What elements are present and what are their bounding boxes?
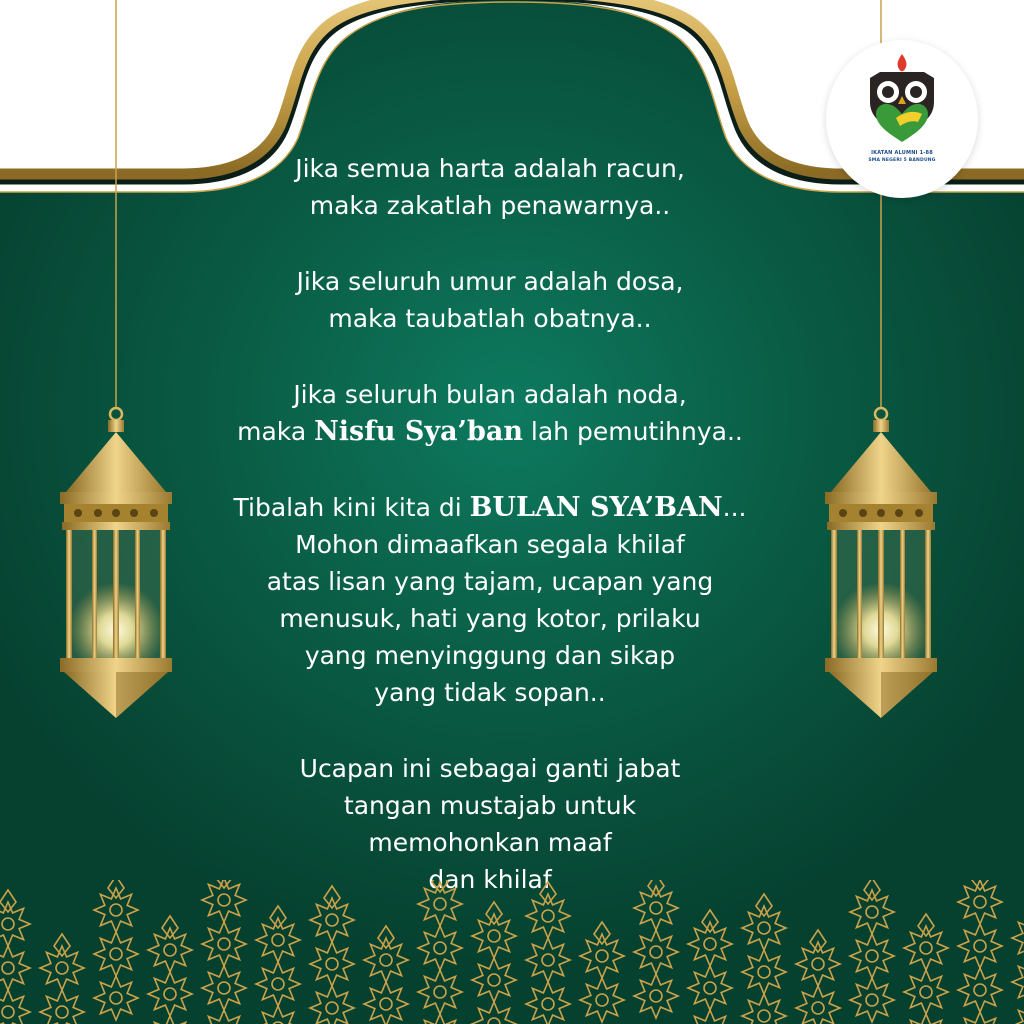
ornament-star <box>580 934 624 978</box>
ornament-star <box>1012 1004 1024 1024</box>
ornament-star <box>688 966 732 1010</box>
ornament-ring <box>866 950 878 962</box>
ornament-star <box>796 986 840 1024</box>
ornament-star <box>850 934 894 978</box>
ornament-ring <box>56 962 68 974</box>
ornament-star <box>526 938 570 982</box>
ornament-star <box>418 882 462 926</box>
poem-line: Jika seluruh bulan adalah noda, <box>293 380 687 409</box>
ornament-ring <box>218 894 230 906</box>
poem-line: dan khilaf <box>428 865 552 894</box>
ornament-star <box>310 942 354 986</box>
ornament-ring <box>758 966 770 978</box>
ornament-star <box>94 932 138 976</box>
nisfu-syaban-emphasis: Nisfu Sya’ban <box>314 416 523 447</box>
ornament-star <box>310 986 354 1024</box>
poem-line: Ucapan ini sebagai ganti jabat <box>299 754 681 783</box>
poem-line: tangan mustajab untuk <box>343 791 637 820</box>
ornament-star <box>742 906 786 950</box>
geometric-ornament-icon <box>0 880 1024 1024</box>
ornament-ring <box>488 930 500 942</box>
ornament-star <box>202 1010 246 1024</box>
ornament-ring <box>650 946 662 958</box>
ornament-star <box>526 982 570 1024</box>
poem-line <box>162 489 818 526</box>
ornament-ring <box>218 938 230 950</box>
poem-line: maka taubatlah obatnya.. <box>328 304 652 333</box>
ornament-ring <box>2 962 14 974</box>
ornament-star <box>148 1016 192 1024</box>
ornament-ring <box>974 940 986 952</box>
poem-line: menusuk, hati yang kotor, prilaku <box>279 604 701 633</box>
ornament-star <box>904 926 948 970</box>
ornament-star <box>0 946 30 990</box>
ornament-ring <box>758 1010 770 1022</box>
ornament-star <box>958 924 1002 968</box>
ornament-star <box>850 978 894 1022</box>
ornament-star <box>850 890 894 934</box>
poem-line <box>162 413 818 450</box>
ornament-ring <box>56 1006 68 1018</box>
ornament-ring <box>326 1002 338 1014</box>
ornament-star <box>364 982 408 1024</box>
poem-line: Mohon dimaafkan segala khilaf <box>295 530 685 559</box>
ornament-ring <box>2 1006 14 1018</box>
ornament-ring <box>164 944 176 956</box>
ornament-ring <box>164 988 176 1000</box>
poem-text <box>162 150 818 898</box>
stanza-3 <box>162 376 818 450</box>
ornament-star <box>958 968 1002 1012</box>
poem-text-segment: maka <box>237 417 315 446</box>
ornament-ring <box>218 982 230 994</box>
ornament-star <box>904 970 948 1014</box>
ornament-star <box>148 928 192 972</box>
stanza-1 <box>162 150 818 224</box>
poem-line: atas lisan yang tajam, ucapan yang <box>266 567 714 596</box>
ornament-pattern <box>0 880 1024 1024</box>
ornament-star <box>688 1010 732 1024</box>
ornament-star <box>256 962 300 1006</box>
ornament-star <box>796 942 840 986</box>
ornament-ring <box>542 954 554 966</box>
ornament-ring <box>758 922 770 934</box>
ornament-ring <box>110 948 122 960</box>
ornament-star <box>40 990 84 1024</box>
ornament-star <box>418 926 462 970</box>
ornament-ring <box>596 994 608 1006</box>
ornament-ring <box>596 950 608 962</box>
ornament-star <box>418 970 462 1014</box>
ornament-ring <box>110 904 122 916</box>
poem-line: maka zakatlah penawarnya.. <box>309 191 671 220</box>
ornament-ring <box>380 954 392 966</box>
logo-title: IKATAN ALUMNI 1-88 <box>871 150 933 156</box>
poem-line: memohonkan maaf <box>368 828 612 857</box>
ornament-star <box>580 978 624 1022</box>
ornament-star <box>526 894 570 938</box>
ornament-star <box>904 1014 948 1024</box>
ornament-star <box>1012 960 1024 1004</box>
ornament-star <box>1012 916 1024 960</box>
ornament-star <box>688 922 732 966</box>
bulan-syaban-emphasis: BULAN SYA’BAN <box>469 492 723 523</box>
poem-text-segment: ... <box>722 493 747 522</box>
ornament-star <box>958 880 1002 924</box>
ornament-star <box>94 976 138 1020</box>
ornament-star <box>364 938 408 982</box>
ornament-ring <box>812 1002 824 1014</box>
ornament-ring <box>542 998 554 1010</box>
ornament-star <box>634 974 678 1018</box>
ornament-star <box>472 958 516 1002</box>
ornament-ring <box>380 998 392 1010</box>
stanza-4 <box>162 489 818 711</box>
ornament-star <box>202 922 246 966</box>
ornament-ring <box>434 898 446 910</box>
ornament-star <box>94 888 138 932</box>
ornament-ring <box>272 934 284 946</box>
ornament-star <box>256 918 300 962</box>
lantern-left-icon <box>56 0 176 740</box>
stanza-5 <box>162 750 818 898</box>
ornament-ring <box>326 914 338 926</box>
ornament-ring <box>326 958 338 970</box>
ornament-star <box>40 946 84 990</box>
ornament-ring <box>974 896 986 908</box>
ornament-ring <box>488 974 500 986</box>
ornament-star <box>310 898 354 942</box>
ornament-star <box>418 1014 462 1024</box>
poem-line: Jika seluruh umur adalah dosa, <box>296 267 684 296</box>
poem-line: yang tidak sopan.. <box>374 678 606 707</box>
ornament-star <box>958 1012 1002 1024</box>
ornament-ring <box>650 902 662 914</box>
ornament-star <box>472 1002 516 1024</box>
poem-line: yang menyinggung dan sikap <box>304 641 676 670</box>
ornament-ring <box>110 992 122 1004</box>
ornament-star <box>742 950 786 994</box>
poem-text-segment: Tibalah kini kita di <box>233 493 470 522</box>
ornament-finial <box>216 880 232 888</box>
poem-text-segment: lah pemutihnya.. <box>522 417 743 446</box>
ornament-ring <box>866 906 878 918</box>
ornament-ring <box>920 986 932 998</box>
ornament-ring <box>488 1018 500 1024</box>
ornament-star <box>202 880 246 922</box>
ornament-star <box>148 972 192 1016</box>
ornament-star <box>742 994 786 1024</box>
poem-line: Jika semua harta adalah racun, <box>295 154 685 183</box>
ornament-star <box>634 930 678 974</box>
ornament-star <box>634 886 678 930</box>
ornament-star <box>472 914 516 958</box>
owl-logo-icon <box>856 52 948 148</box>
ornament-ring <box>2 918 14 930</box>
ornament-ring <box>974 984 986 996</box>
ornament-ring <box>542 910 554 922</box>
ornament-ring <box>272 978 284 990</box>
ornament-ring <box>704 982 716 994</box>
logo-subtitle: SMA NEGERI 5 BANDUNG <box>868 158 936 163</box>
ornament-ring <box>866 994 878 1006</box>
ornament-ring <box>434 986 446 998</box>
ornament-ring <box>920 942 932 954</box>
alumni-logo <box>826 40 978 198</box>
ornament-ring <box>812 958 824 970</box>
ornament-star <box>202 966 246 1010</box>
ornament-ring <box>434 942 446 954</box>
ornament-ring <box>650 990 662 1002</box>
ornament-ring <box>704 938 716 950</box>
stanza-2 <box>162 263 818 337</box>
